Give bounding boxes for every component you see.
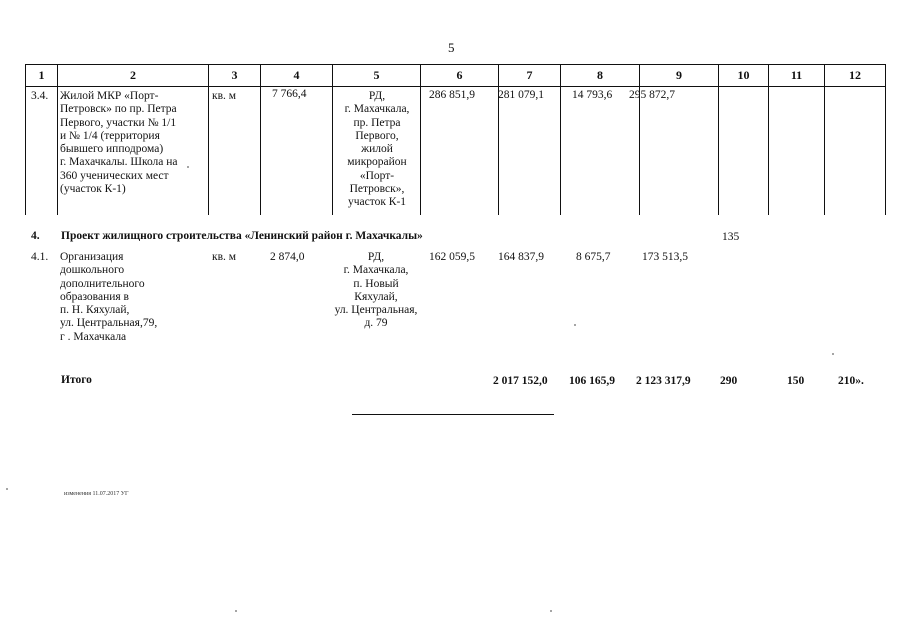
scan-speck xyxy=(832,353,834,355)
unit: кв. м xyxy=(212,251,237,263)
column-header: 4 xyxy=(261,65,333,87)
column-divider xyxy=(420,87,421,215)
scan-speck xyxy=(574,324,576,326)
address: РД, г. Махачкала, пр. Петра Первого, жилой микрорайон «Порт- Петровск», участок К-1 xyxy=(344,90,410,209)
row-number: 3.4. xyxy=(31,90,49,102)
total-col8: 106 165,9 xyxy=(569,375,615,387)
column-header: 5 xyxy=(333,65,421,87)
section-number: 4. xyxy=(31,230,40,242)
column-header: 8 xyxy=(561,65,640,87)
total-col11: 150 xyxy=(787,375,805,387)
revision-footnote: изменения 11.07.2017 УГ xyxy=(64,491,129,497)
scan-speck xyxy=(550,610,552,612)
column-header: 1 xyxy=(26,65,58,87)
value-col9: 173 513,5 xyxy=(642,251,688,263)
total-col9: 2 123 317,9 xyxy=(636,375,691,387)
column-divider xyxy=(718,87,719,215)
column-header-row xyxy=(25,64,886,87)
total-col7: 2 017 152,0 xyxy=(493,375,548,387)
total-label: Итого xyxy=(61,374,92,386)
row-number: 4.1. xyxy=(31,251,49,263)
column-divider xyxy=(560,87,561,215)
object-name: Организация дошкольного дополнительного образования в п. Н. Кяхулай, ул. Центральная,79, г . Махачкала xyxy=(60,251,158,343)
value-col8: 8 675,7 xyxy=(576,251,611,263)
area-value: 2 874,0 xyxy=(270,251,305,263)
column-header: 3 xyxy=(209,65,261,87)
total-col12: 210». xyxy=(838,375,864,387)
closing-divider-line xyxy=(352,414,554,415)
value-col7: 281 079,1 xyxy=(498,89,544,101)
section-title: Проект жилищного строительства «Ленинский район г. Махачкалы» xyxy=(61,230,423,242)
area-value: 7 766,4 xyxy=(272,88,307,100)
column-header: 2 xyxy=(58,65,209,87)
column-divider xyxy=(885,87,886,215)
value-col10: 135 xyxy=(722,231,740,243)
unit: кв. м xyxy=(212,90,237,102)
page-number: 5 xyxy=(448,40,455,55)
scan-speck xyxy=(6,488,8,490)
column-header: 6 xyxy=(421,65,499,87)
column-divider xyxy=(57,87,58,215)
column-header: 11 xyxy=(769,65,825,87)
value-col9: 295 872,7 xyxy=(629,89,675,101)
column-divider xyxy=(824,87,825,215)
value-col8: 14 793,6 xyxy=(572,89,613,101)
scan-speck xyxy=(235,610,237,612)
column-divider xyxy=(332,87,333,215)
value-col6: 162 059,5 xyxy=(429,251,475,263)
column-divider xyxy=(25,87,26,215)
object-name: Жилой МКР «Порт- Петровск» по пр. Петра Первого, участки № 1/1 и № 1/4 (территория бывшего ипподрома) г. Махачкалы. Школа на 360 ученических мест (участок К-1) xyxy=(60,90,178,196)
column-divider xyxy=(639,87,640,215)
scan-speck xyxy=(187,166,189,168)
column-header: 12 xyxy=(825,65,886,87)
column-header: 9 xyxy=(640,65,719,87)
column-divider xyxy=(208,87,209,215)
value-col6: 286 851,9 xyxy=(429,89,475,101)
value-col7: 164 837,9 xyxy=(498,251,544,263)
column-header: 10 xyxy=(719,65,769,87)
column-divider xyxy=(498,87,499,215)
total-col10: 290 xyxy=(720,375,738,387)
column-divider xyxy=(260,87,261,215)
column-divider xyxy=(768,87,769,215)
address: РД, г. Махачкала, п. Новый Кяхулай, ул. Центральная, д. 79 xyxy=(334,251,418,330)
column-header: 7 xyxy=(499,65,561,87)
